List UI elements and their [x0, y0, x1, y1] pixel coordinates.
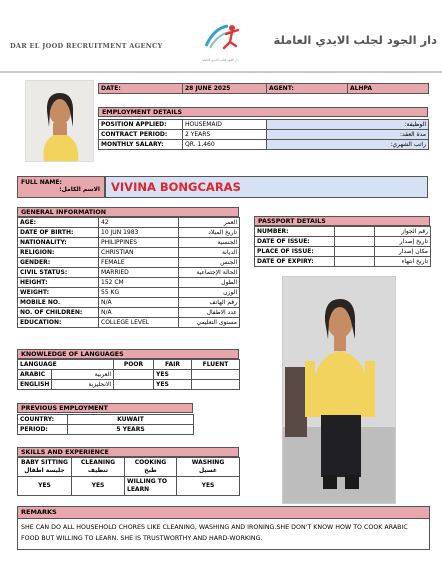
general-label-ar: الجنسية	[179, 238, 240, 248]
languages-header-language: LANGUAGE	[18, 360, 114, 370]
general-label-ar: الحالة الإجتماعية	[179, 268, 240, 278]
employment-row	[99, 130, 429, 140]
passport-label-ar: تاريخ انتهاء	[375, 257, 431, 267]
languages-table	[17, 359, 240, 390]
previous-row	[18, 425, 194, 435]
languages-header-fair: FAIR	[154, 360, 192, 370]
employment-table	[98, 119, 429, 150]
general-label: NATIONALITY:	[18, 238, 99, 248]
agent-label: AGENT:	[267, 84, 348, 94]
languages-header-poor: POOR	[114, 360, 154, 370]
general-value: 42	[99, 218, 179, 228]
employment-row	[99, 140, 429, 150]
language-name-ar: الانجليزية	[52, 380, 114, 390]
languages-header-fluent: FLUENT	[192, 360, 240, 370]
agency-name-en: DAR EL JOOD RECRUITMENT AGENCY	[10, 42, 163, 50]
passport-details-title: PASSPORT DETAILS	[254, 216, 430, 226]
language-fair: YES	[154, 370, 192, 380]
passport-label: DATE OF EXPIRY:	[255, 257, 335, 267]
agent-value: ALHPA	[348, 84, 429, 94]
passport-value	[335, 227, 375, 237]
date-value: 28 JUNE 2025	[183, 84, 267, 94]
language-name: ENGLISH	[18, 380, 52, 390]
general-value: 10 JUN 1983	[99, 228, 179, 238]
employment-label: POSITION APPLIED:	[99, 120, 183, 130]
employment-label: MONTHLY SALARY:	[99, 140, 183, 150]
skill-header-en: WASHING	[191, 459, 225, 466]
general-label-ar: مستوى التعليمي	[179, 318, 240, 328]
previous-row	[18, 415, 194, 425]
passport-row	[255, 247, 431, 257]
general-value: CHRISTIAN	[99, 248, 179, 258]
full-name-label-ar: الاسم الكامل:	[59, 186, 100, 193]
skill-header	[18, 458, 72, 477]
employment-label-ar: راتب الشهري:	[267, 140, 429, 150]
language-name-ar: العربية	[52, 370, 114, 380]
general-row	[18, 258, 240, 268]
general-row	[18, 318, 240, 328]
candidate-photo-full	[282, 276, 396, 504]
passport-label-ar: مكان إصدار	[375, 247, 431, 257]
general-label: GENDER:	[18, 258, 99, 268]
general-label-ar: العمر	[179, 218, 240, 228]
skill-header-en: CLEANING	[80, 459, 116, 466]
employment-value: HOUSEMAID	[183, 120, 267, 130]
skill-header-ar: طبخ	[144, 467, 157, 474]
employment-label-ar: مدة العقد:	[267, 130, 429, 140]
passport-row	[255, 257, 431, 267]
previous-employment-title: PREVIOUS EMPLOYMENT	[17, 403, 193, 413]
general-row	[18, 308, 240, 318]
language-fluent	[192, 370, 240, 380]
full-name-label-box	[17, 176, 105, 198]
language-poor	[114, 370, 154, 380]
general-info-title: GENERAL INFORMATION	[17, 207, 239, 217]
candidate-photo-small	[25, 80, 94, 162]
general-row	[18, 278, 240, 288]
general-row	[18, 238, 240, 248]
previous-employment-table	[17, 414, 194, 435]
general-label-ar: عدد الاطفال	[179, 308, 240, 318]
general-row	[18, 298, 240, 308]
passport-label-ar: تاريخ إصدار	[375, 237, 431, 247]
skill-value: WILLING TO LEARN	[125, 477, 177, 496]
general-row	[18, 268, 240, 278]
employment-label-ar: الوظيفة:	[267, 120, 429, 130]
full-name-label: FULL NAME:	[21, 179, 62, 186]
general-value: 55 KG	[99, 288, 179, 298]
general-label-ar: الجنس	[179, 258, 240, 268]
general-label-ar: الديانة	[179, 248, 240, 258]
remarks-title: REMARKS	[18, 507, 429, 519]
previous-label: PERIOD:	[18, 425, 68, 435]
passport-label: DATE OF ISSUE:	[255, 237, 335, 247]
general-value: COLLEGE LEVEL	[99, 318, 179, 328]
employment-details-title: EMPLOYMENT DETAILS	[98, 107, 428, 117]
skill-header-en: BABY SITTING	[21, 459, 68, 466]
general-value: PHILIPPINES	[99, 238, 179, 248]
general-label: CIVIL STATUS:	[18, 268, 99, 278]
header	[0, 0, 442, 74]
passport-label: NUMBER:	[255, 227, 335, 237]
date-label: DATE:	[99, 84, 183, 94]
languages-title: KNOWLEDGE OF LANGUAGES	[17, 349, 239, 359]
skills-title: SKILLS AND EXPERIENCE	[17, 447, 239, 457]
full-name-value: VIVINA BONGCARAS	[111, 180, 241, 194]
skills-value-row	[18, 477, 240, 496]
skill-header	[72, 458, 125, 477]
skills-table	[17, 457, 240, 496]
general-value: 152 CM	[99, 278, 179, 288]
skill-value: YES	[177, 477, 240, 496]
employment-row	[99, 120, 429, 130]
general-label: NO. OF CHILDREN:	[18, 308, 99, 318]
skill-value: YES	[72, 477, 125, 496]
skill-value: YES	[18, 477, 72, 496]
employment-value: QR. 1,460	[183, 140, 267, 150]
employment-value: 2 YEARS	[183, 130, 267, 140]
agency-name-ar: دار الجود لجلب الايدي العاملة	[273, 33, 437, 47]
language-name: ARABIC	[18, 370, 52, 380]
full-name-value-box	[105, 176, 428, 198]
general-row	[18, 288, 240, 298]
general-row	[18, 248, 240, 258]
general-label: EDUCATION:	[18, 318, 99, 328]
general-row	[18, 218, 240, 228]
employment-label: CONTRACT PERIOD:	[99, 130, 183, 140]
general-row	[18, 228, 240, 238]
general-label: DATE OF BIRTH:	[18, 228, 99, 238]
general-label: HEIGHT:	[18, 278, 99, 288]
passport-row	[255, 237, 431, 247]
general-info-table	[17, 217, 240, 328]
logo-caption: دار الجود لجلب الايدي العاملة	[202, 58, 239, 62]
general-label-ar: رقم الهاتف	[179, 298, 240, 308]
date-agent-table	[98, 83, 429, 94]
general-label: MOBILE NO.	[18, 298, 99, 308]
skill-header	[125, 458, 177, 477]
passport-label-ar: رقم الجواز	[375, 227, 431, 237]
skill-header	[177, 458, 240, 477]
language-fair: YES	[154, 380, 192, 390]
passport-row	[255, 227, 431, 237]
passport-value	[335, 247, 375, 257]
skill-header-ar: غسيل	[198, 467, 217, 474]
passport-table	[254, 226, 431, 267]
general-label-ar: الطول	[179, 278, 240, 288]
language-row	[18, 370, 240, 380]
general-value: N/A	[99, 298, 179, 308]
previous-label: COUNTRY:	[18, 415, 68, 425]
agency-logo	[198, 18, 260, 66]
skill-header-en: COOKING	[134, 459, 167, 466]
language-fluent	[192, 380, 240, 390]
passport-value	[335, 237, 375, 247]
language-poor	[114, 380, 154, 390]
languages-header-row	[18, 360, 240, 370]
general-value: MARRIED	[99, 268, 179, 278]
general-label: WEIGHT:	[18, 288, 99, 298]
general-label-ar: تاريخ الميلاد	[179, 228, 240, 238]
language-row	[18, 380, 240, 390]
skill-header-ar: جليسة اطفال	[24, 467, 65, 474]
general-value: N/A	[99, 308, 179, 318]
skills-header-row	[18, 458, 240, 477]
skill-header-ar: تنظيف	[87, 467, 109, 474]
general-label: RELIGION:	[18, 248, 99, 258]
previous-value: KUWAIT	[68, 415, 194, 425]
general-label: AGE:	[18, 218, 99, 228]
passport-value	[335, 257, 375, 267]
general-value: FEMALE	[99, 258, 179, 268]
header-divider	[0, 71, 442, 73]
general-label-ar: الوزن	[179, 288, 240, 298]
remarks-text: SHE CAN DO ALL HOUSEHOLD CHORES LIKE CLEANING, WASHING AND IRONING.SHE DON'T KNOW HOW TO COOK ARABIC FOOD BUT WILLING TO LEARN. SHE IS TRUSTWORTHY AND HARD-WORKING.	[21, 524, 408, 542]
passport-label: PLACE OF ISSUE:	[255, 247, 335, 257]
remarks-box	[17, 506, 430, 550]
previous-value: 5 YEARS	[68, 425, 194, 435]
